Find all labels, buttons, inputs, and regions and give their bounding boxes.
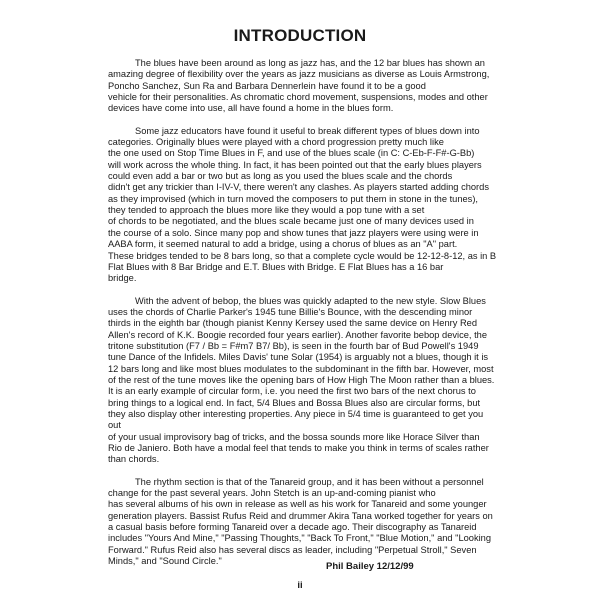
text-line: thirds in the eighth bar (though pianist Kenny Kersey used the same device on Henry Red (108, 318, 477, 329)
text-line: Allen's record of K.K. Boogie recorded four years earlier). Another favorite bebop device, the (108, 329, 488, 340)
text-line: The blues have been around as long as jazz has, and the 12 bar blues has shown an (135, 58, 485, 68)
text-line: These bridges tended to be 8 bars long, so that a complete cycle would be 12-12-8-12, as in B (108, 250, 497, 261)
text-line: out (108, 420, 121, 431)
paragraph (108, 296, 500, 466)
text-line: didn't get any trickier than I-IV-V, there weren't any clashes. As players started adding chords (108, 182, 489, 193)
text-line: Forward." Rufus Reid also has several discs as leader, including "Perpetual Stroll," Seven (108, 544, 477, 555)
text-line: of your usual improvisory bag of tricks, and the bossa sounds more like Horace Silver than (108, 431, 480, 442)
text-line: Flat Blues with 8 Bar Bridge and E.T. Blues with Bridge. E Flat Blues has a 16 bar (108, 261, 444, 272)
text-line: devices have come into use, all have found a home in the blues form. (108, 103, 394, 114)
text-line: vehicle for their personalities. As chromatic chord movement, suspensions, modes and other (108, 92, 488, 103)
text-line: 12 bars long and like most blues modulates to the subdominant in the fifth bar. However, most (108, 363, 494, 374)
text-line: includes "Yours And Mine," "Passing Thoughts," "Back To Front," "Blue Motion," and "Looking (108, 533, 492, 544)
text-line: bring things to a logical end. In fact, 5/4 Blues and Bossa Blues also are circular forms, but (108, 397, 481, 408)
paragraph (108, 126, 500, 285)
text-line: amazing degree of flexibility over the years as jazz musicians as diverse as Louis Armstrong, (108, 69, 490, 80)
text-line: they also display other interesting properties. Any piece in 5/4 time is guaranteed to get you (108, 408, 484, 419)
page-title: INTRODUCTION (233, 26, 367, 45)
text-line: bridge. (108, 273, 137, 284)
text-line: they tended to approach the blues more like they would a pop tune with a set (108, 205, 425, 216)
text-line: of the rest of the tune moves like the opening bars of How High The Moon rather than a blues. (108, 374, 495, 385)
text-line: the one used on Stop Time Blues in F, and use of the blues scale (in C: C-Eb-F-F#-G-Bb) (108, 148, 475, 159)
text-line: as they improvised (which in turn moved the composers to put them in stone in the tunes), (108, 193, 478, 204)
text-line: the course of a solo. Since many pop and show tunes that jazz players were using were in (108, 227, 479, 238)
text-line: tune Dance of the Infidels. Miles Davis' tune Solar (1954) is arguably not a blues, though it is (108, 352, 489, 363)
text-line: will work across the whole thing. In fact, it has been pointed out that the early blues players (108, 159, 482, 170)
text-line: change for the past several years. John Stetch is an up-and-coming pianist who (108, 488, 436, 499)
text-line: generation players. Bassist Rufus Reid and drummer Akira Tana worked together for years on (108, 510, 493, 521)
page-number: ii (297, 580, 303, 591)
paragraph (108, 477, 500, 568)
text-line: Poncho Sanchez, Sun Ra and Barbara Dennerlein have found it to be a good (108, 80, 426, 91)
text-line: categories. Originally blues were played with a chord progression pretty much like (108, 137, 444, 148)
body-text (108, 58, 500, 578)
text-line: has several albums of his own in release as well as his work for Tanareid and some younger (108, 499, 487, 510)
text-line: AABA form, it seemed natural to add a bridge, using a chorus of blues as an "A" part. (108, 239, 458, 250)
text-line: could even add a bar or two but as long as you used the blues scale and the chords (108, 171, 453, 182)
text-line: than chords. (108, 454, 160, 465)
text-line: uses the chords of Charlie Parker's 1945 tune Billie's Bounce, with the descending minor (108, 306, 473, 317)
text-line: With the advent of bebop, the blues was quickly adapted to the new style. Slow Blues (135, 295, 486, 306)
text-line: Minds," and "Sound Circle." (108, 556, 222, 567)
text-line: a casual basis before forming Tanareid over a decade ago. Their discography as Tanareid (108, 522, 477, 533)
text-line: tritone substitution (F7 / Bb = F#m7 B7/ Bb), is seen in the fourth bar of Bud Powell's 1949 (108, 340, 479, 351)
text-line: of chords to be negotiated, and the blues scale became just one of many devices used in (108, 216, 474, 227)
paragraph (108, 58, 500, 115)
author-signature: Phil Bailey 12/12/99 (326, 561, 414, 572)
text-line: The rhythm section is that of the Tanareid group, and it has been without a personnel (135, 476, 484, 487)
text-line: Rio de Janiero. Both have a modal feel that tends to make you think in terms of scales rather (108, 443, 489, 453)
text-line: Some jazz educators have found it useful to break different types of blues down into (135, 125, 480, 136)
text-line: It is an early example of circular form, i.e. you need the first two bars of the next chorus to (108, 386, 476, 397)
